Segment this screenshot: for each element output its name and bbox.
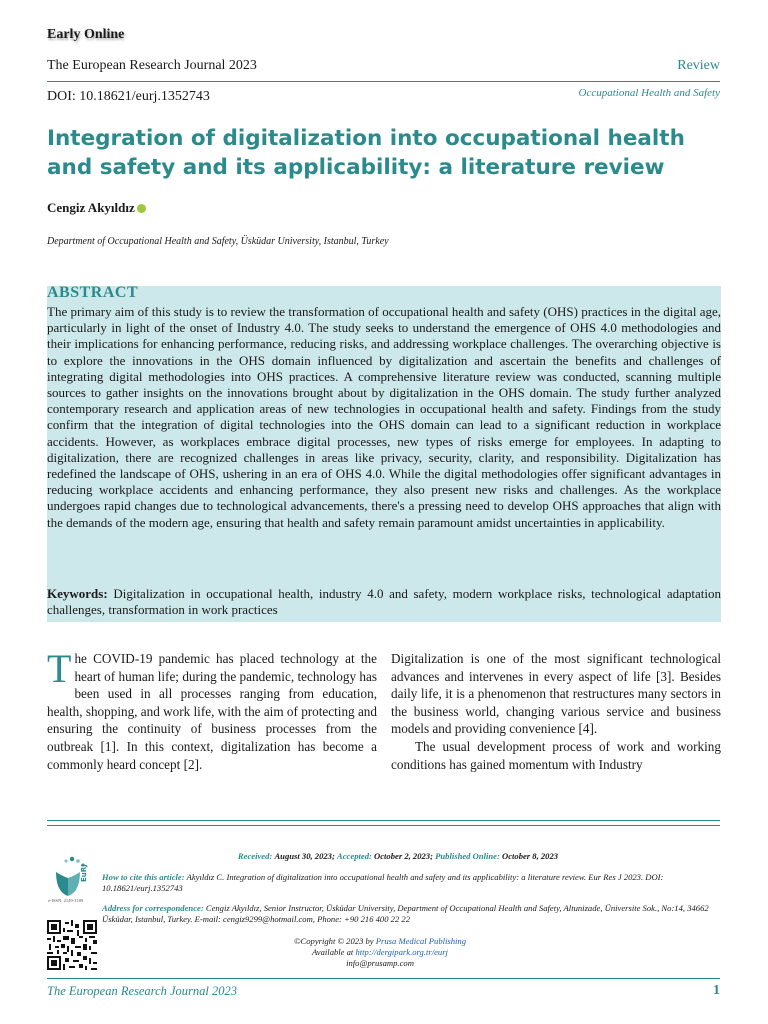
copyright-block: [230, 936, 530, 969]
article-title: Integration of digitalization into occupational health and safety and its applicability: a literature review: [47, 126, 685, 180]
abstract-heading: ABSTRACT: [47, 284, 139, 301]
footer-divider: [47, 820, 720, 821]
footer-divider: [47, 825, 720, 826]
article-type: Review: [677, 58, 720, 73]
early-online-label: Early Online: [47, 27, 125, 42]
cite-label: How to cite this article:: [102, 872, 185, 882]
body-paragraph: The usual development process of work and working conditions has gained momentum with Industry: [391, 738, 721, 772]
keywords-list: Digitalization in occupational health, industry 4.0 and safety, modern workplace risks, technological adaptation challenges, transformation in work practices: [47, 586, 722, 618]
citation: [102, 872, 721, 893]
section-label: Occupational Health and Safety: [578, 87, 720, 99]
published-date: October 8, 2023: [501, 851, 559, 861]
publisher-link[interactable]: Prusa Medical Publishing: [375, 936, 467, 946]
received-label: Received:: [237, 851, 273, 861]
author: [47, 200, 146, 216]
published-label: Published Online:: [435, 851, 500, 861]
available-text: Available at: [312, 947, 354, 957]
author-name: Cengiz Akyıldız: [47, 200, 135, 215]
affiliation: Department of Occupational Health and Safety, Üsküdar University, Istanbul, Turkey: [47, 236, 389, 247]
address-label: Address for correspondence:: [102, 903, 204, 913]
copyright-text: ©Copyright © 2023 by: [293, 936, 374, 946]
header-divider: [47, 81, 720, 82]
correspondence: [102, 903, 721, 924]
drop-cap: T: [47, 646, 72, 691]
body-right-column: [391, 650, 721, 773]
orcid-icon[interactable]: [137, 204, 146, 213]
journal-url-link[interactable]: http://dergipark.org.tr/eurj: [355, 947, 448, 957]
received-date: August 30, 2023;: [274, 851, 335, 861]
page-number: 1: [713, 983, 720, 998]
cite-text: Akyıldız C. Integration of digitalization into occupational health and safety and its applicability: a literature review. Eur Res J 2023. DOI: 10.18621/eurj.1352743: [102, 872, 664, 893]
journal-name: The European Research Journal 2023: [47, 58, 257, 73]
contact-email[interactable]: info@prusamp.com: [346, 958, 414, 968]
journal-logo-icon: [48, 852, 96, 904]
doi[interactable]: DOI: 10.18621/eurj.1352743: [47, 89, 210, 104]
body-paragraph: he COVID-19 pandemic has placed technology at the heart of human life; during the pandemic, technology has been used in all processes ranging from education, health, shopping, and work life, with the aim of protecting and ensuring the continuity of business processes from the outbreak [1]. In this context, digitalization has become a commonly heard concept [2].: [47, 651, 377, 772]
abstract-text: The primary aim of this study is to review the transformation of occupational health and safety (OHS) practices in the digital age, particularly in light of the onset of Industry 4.0. The study seeks to understand the emergence of OHS 4.0 methodologies and their implications for enhancing performance, reducing risks, and addressing workplace challenges. The overarching objective is to explore the innovations in the OHS domain influenced by digitalization and ascertain the benefits and challenges of integrating digital methodologies into OHS practices. A comprehensive literature review was conducted, scanning multiple sources to gather insights on the innovations brought about by digitalization in the OHS domain. The study further analyzed contemporary research and application areas of new technologies in occupational health and safety. Findings from the study confirm that the integration of digital technologies into the OHS domain can lead to a significant reduction in workplace accidents. However, as workplaces embrace digital processes, new types of risks emerge for employees. In adapting to digitalization, there are recognized challenges in areas like privacy, security, clarity, and responsibility. Digitalization has redefined the landscape of OHS, ushering in an era of OHS 4.0. While the digital methodologies offer significant advantages in reducing workplace accidents and enhancing performance, they also present new risks and challenges. As the workplace undergoes rapid changes due to technological advancements, there's a pressing need to develop OHS approaches that align with the demands of the modern age, ensuring that health and safety remain paramount amidst uncertainties in applicability.: [47, 304, 721, 530]
body-left-column: [47, 646, 377, 773]
keywords-label: Keywords:: [47, 586, 108, 601]
accepted-date: October 2, 2023;: [374, 851, 433, 861]
address-text: Cengiz Akyıldız, Senior Instructor, Üsküdar University, Department of Occupational Health and Safety, Altunizade, Üniversite Sok., No:14, 34662 Üsküdar, Istanbul, Turkey. E-mail: cengiz9299@hotmail.com, Phone: +90 216 400 22 22: [102, 903, 709, 924]
qr-code-icon[interactable]: [47, 920, 97, 970]
footer-divider: [47, 978, 720, 979]
logo-text: EuRJ: [80, 864, 88, 882]
accepted-label: Accepted:: [337, 851, 372, 861]
footer-journal-name: The European Research Journal 2023: [47, 984, 238, 998]
keywords: [47, 586, 721, 618]
issn: e-ISSN: 2149-3189: [48, 898, 84, 903]
article-dates: [98, 851, 698, 861]
body-paragraph: Digitalization is one of the most significant technological advances and intervenes in every aspect of life [3]. Besides daily life, it is a phenomenon that restructures many sectors in the business world, changing various service and business models and providing convenience [4].: [391, 651, 721, 737]
